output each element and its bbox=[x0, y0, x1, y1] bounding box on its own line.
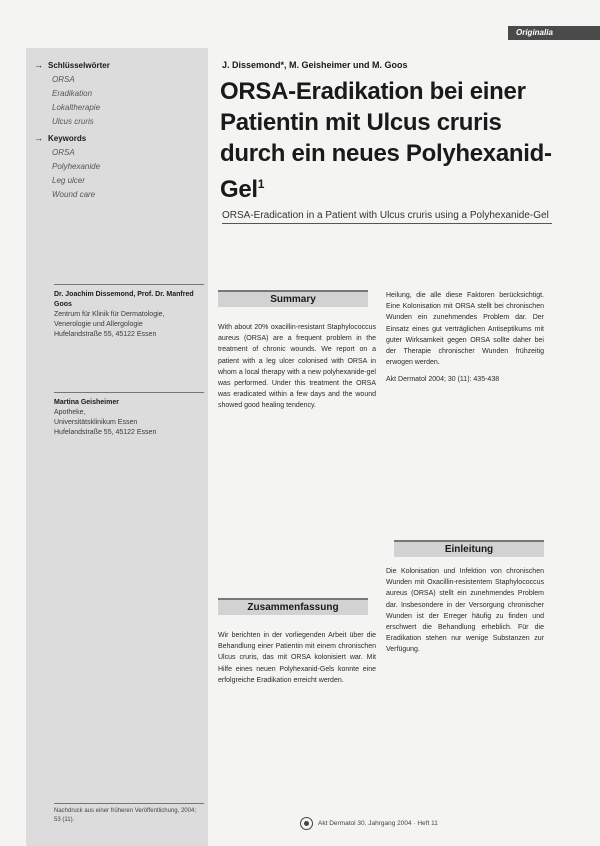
keyword-en: Leg ulcer bbox=[52, 176, 85, 185]
keywords-de-heading: → Schlüsselwörter bbox=[34, 60, 110, 70]
divider bbox=[54, 803, 204, 804]
affiliation-line: Universitätsklinikum Essen bbox=[54, 419, 138, 426]
zusammenfassung-text: Wir berichten in der vorliegenden Arbeit über die Behandlung einer Patientin mit einem chronischen Ulcus cruris, das mit ORSA kolonisiert war. Mit Hilfe eines neuen Polyhexanid-Gels konnte eine erfolgreiche Eradikation erreicht werden. bbox=[218, 632, 376, 684]
divider bbox=[54, 284, 204, 285]
arrow-icon: → bbox=[34, 133, 43, 143]
journal-logo-icon bbox=[300, 817, 313, 830]
affiliation-names: Dr. Joachim Dissemond, Prof. Dr. Manfred Goos bbox=[54, 291, 194, 308]
summary-text: With about 20% oxacillin-resistant Staphylococcus aureus (ORSA) are a frequent problem in the treatment of chronic wounds. We report on a patient with a leg ulcer colonised with ORSA in whom a local therapy with a new polyhexanide-gel was performed. Under this treatment the ORSA was eradicated within a few days and the wound showed good healing tendency. bbox=[218, 324, 376, 410]
affiliation-line: Apotheke, bbox=[54, 409, 86, 416]
summary-continued-text: Heilung, die alle diese Faktoren berücksichtigt. Eine Kolonisation mit ORSA stellt bei chronischen Wunden ein zunehmendes Problem dar. Der Einsatz eines gut verträglichen Antiseptikums mit guter Wirksamkeit gegen ORSA sollte daher bei der Therapie chronischer Wunden frühzeitig erwogen werden. Akt Dermatol 2004; 30 (11): 435-438 bbox=[386, 290, 544, 386]
article-authors: J. Dissemond*, M. Geisheimer und M. Goos bbox=[222, 60, 408, 70]
divider bbox=[54, 392, 204, 393]
affiliation-line: Hufelandstraße 55, 45122 Essen bbox=[54, 429, 157, 436]
affiliation-2 bbox=[54, 398, 204, 438]
keyword-de: Ulcus cruris bbox=[52, 117, 94, 126]
section-tag: Originalia bbox=[508, 26, 600, 40]
keyword-en: Polyhexanide bbox=[52, 162, 101, 171]
zusammenfassung-heading: Zusammenfassung bbox=[218, 598, 368, 615]
keyword-en: ORSA bbox=[52, 148, 75, 157]
article-title: ORSA-Eradikation bei einer Patientin mit Ulcus cruris durch ein neues Polyhexanid-Gel$^1$ bbox=[220, 78, 552, 203]
affiliation-names: Martina Geisheimer bbox=[54, 399, 119, 406]
title-footnote-mark: 1 bbox=[257, 177, 265, 191]
keywords-en-heading: → Keywords bbox=[34, 133, 87, 143]
affiliation-line: Hufelandstraße 55, 45122 Essen bbox=[54, 331, 157, 338]
journal-footer: Akt Dermatol 30. Jahrgang 2004 · Heft 11 bbox=[300, 817, 438, 830]
article-subtitle: ORSA-Eradication in a Patient with Ulcus cruris using a Polyhexanide-Gel bbox=[222, 210, 552, 224]
keyword-de: Eradikation bbox=[52, 89, 93, 98]
affiliation-1 bbox=[54, 290, 204, 340]
arrow-icon: → bbox=[34, 60, 43, 70]
keyword-de: ORSA bbox=[52, 75, 75, 84]
citation: Akt Dermatol 2004; 30 (11): 435-438 bbox=[386, 376, 500, 384]
einleitung-heading: Einleitung bbox=[394, 540, 544, 557]
footnote: Nachdruck aus einer früheren Veröffentlichung, 2004; 53 (11). bbox=[54, 808, 196, 823]
keyword-en: Wound care bbox=[52, 190, 96, 199]
einleitung-text: Die Kolonisation und Infektion von chronischen Wunden mit Oxacillin-resistentem Staphylococcus aureus (ORSA) stellt ein zunehmendes Problem dar. Insbesondere in der Versorgung chronischer Wunden ist der Erreger häufig zu finden und erschwert die Behandlung erheblich. Für die Eradikation stehen nur wenige Substanzen zur Verfügung. bbox=[386, 568, 544, 654]
summary-heading: Summary bbox=[218, 290, 368, 307]
affiliation-line: Zentrum für Klinik für Dermatologie, bbox=[54, 311, 165, 318]
affiliation-line: Venerologie und Allergologie bbox=[54, 321, 143, 328]
keywords-block bbox=[34, 56, 202, 202]
keyword-de: Lokaltherapie bbox=[52, 103, 101, 112]
